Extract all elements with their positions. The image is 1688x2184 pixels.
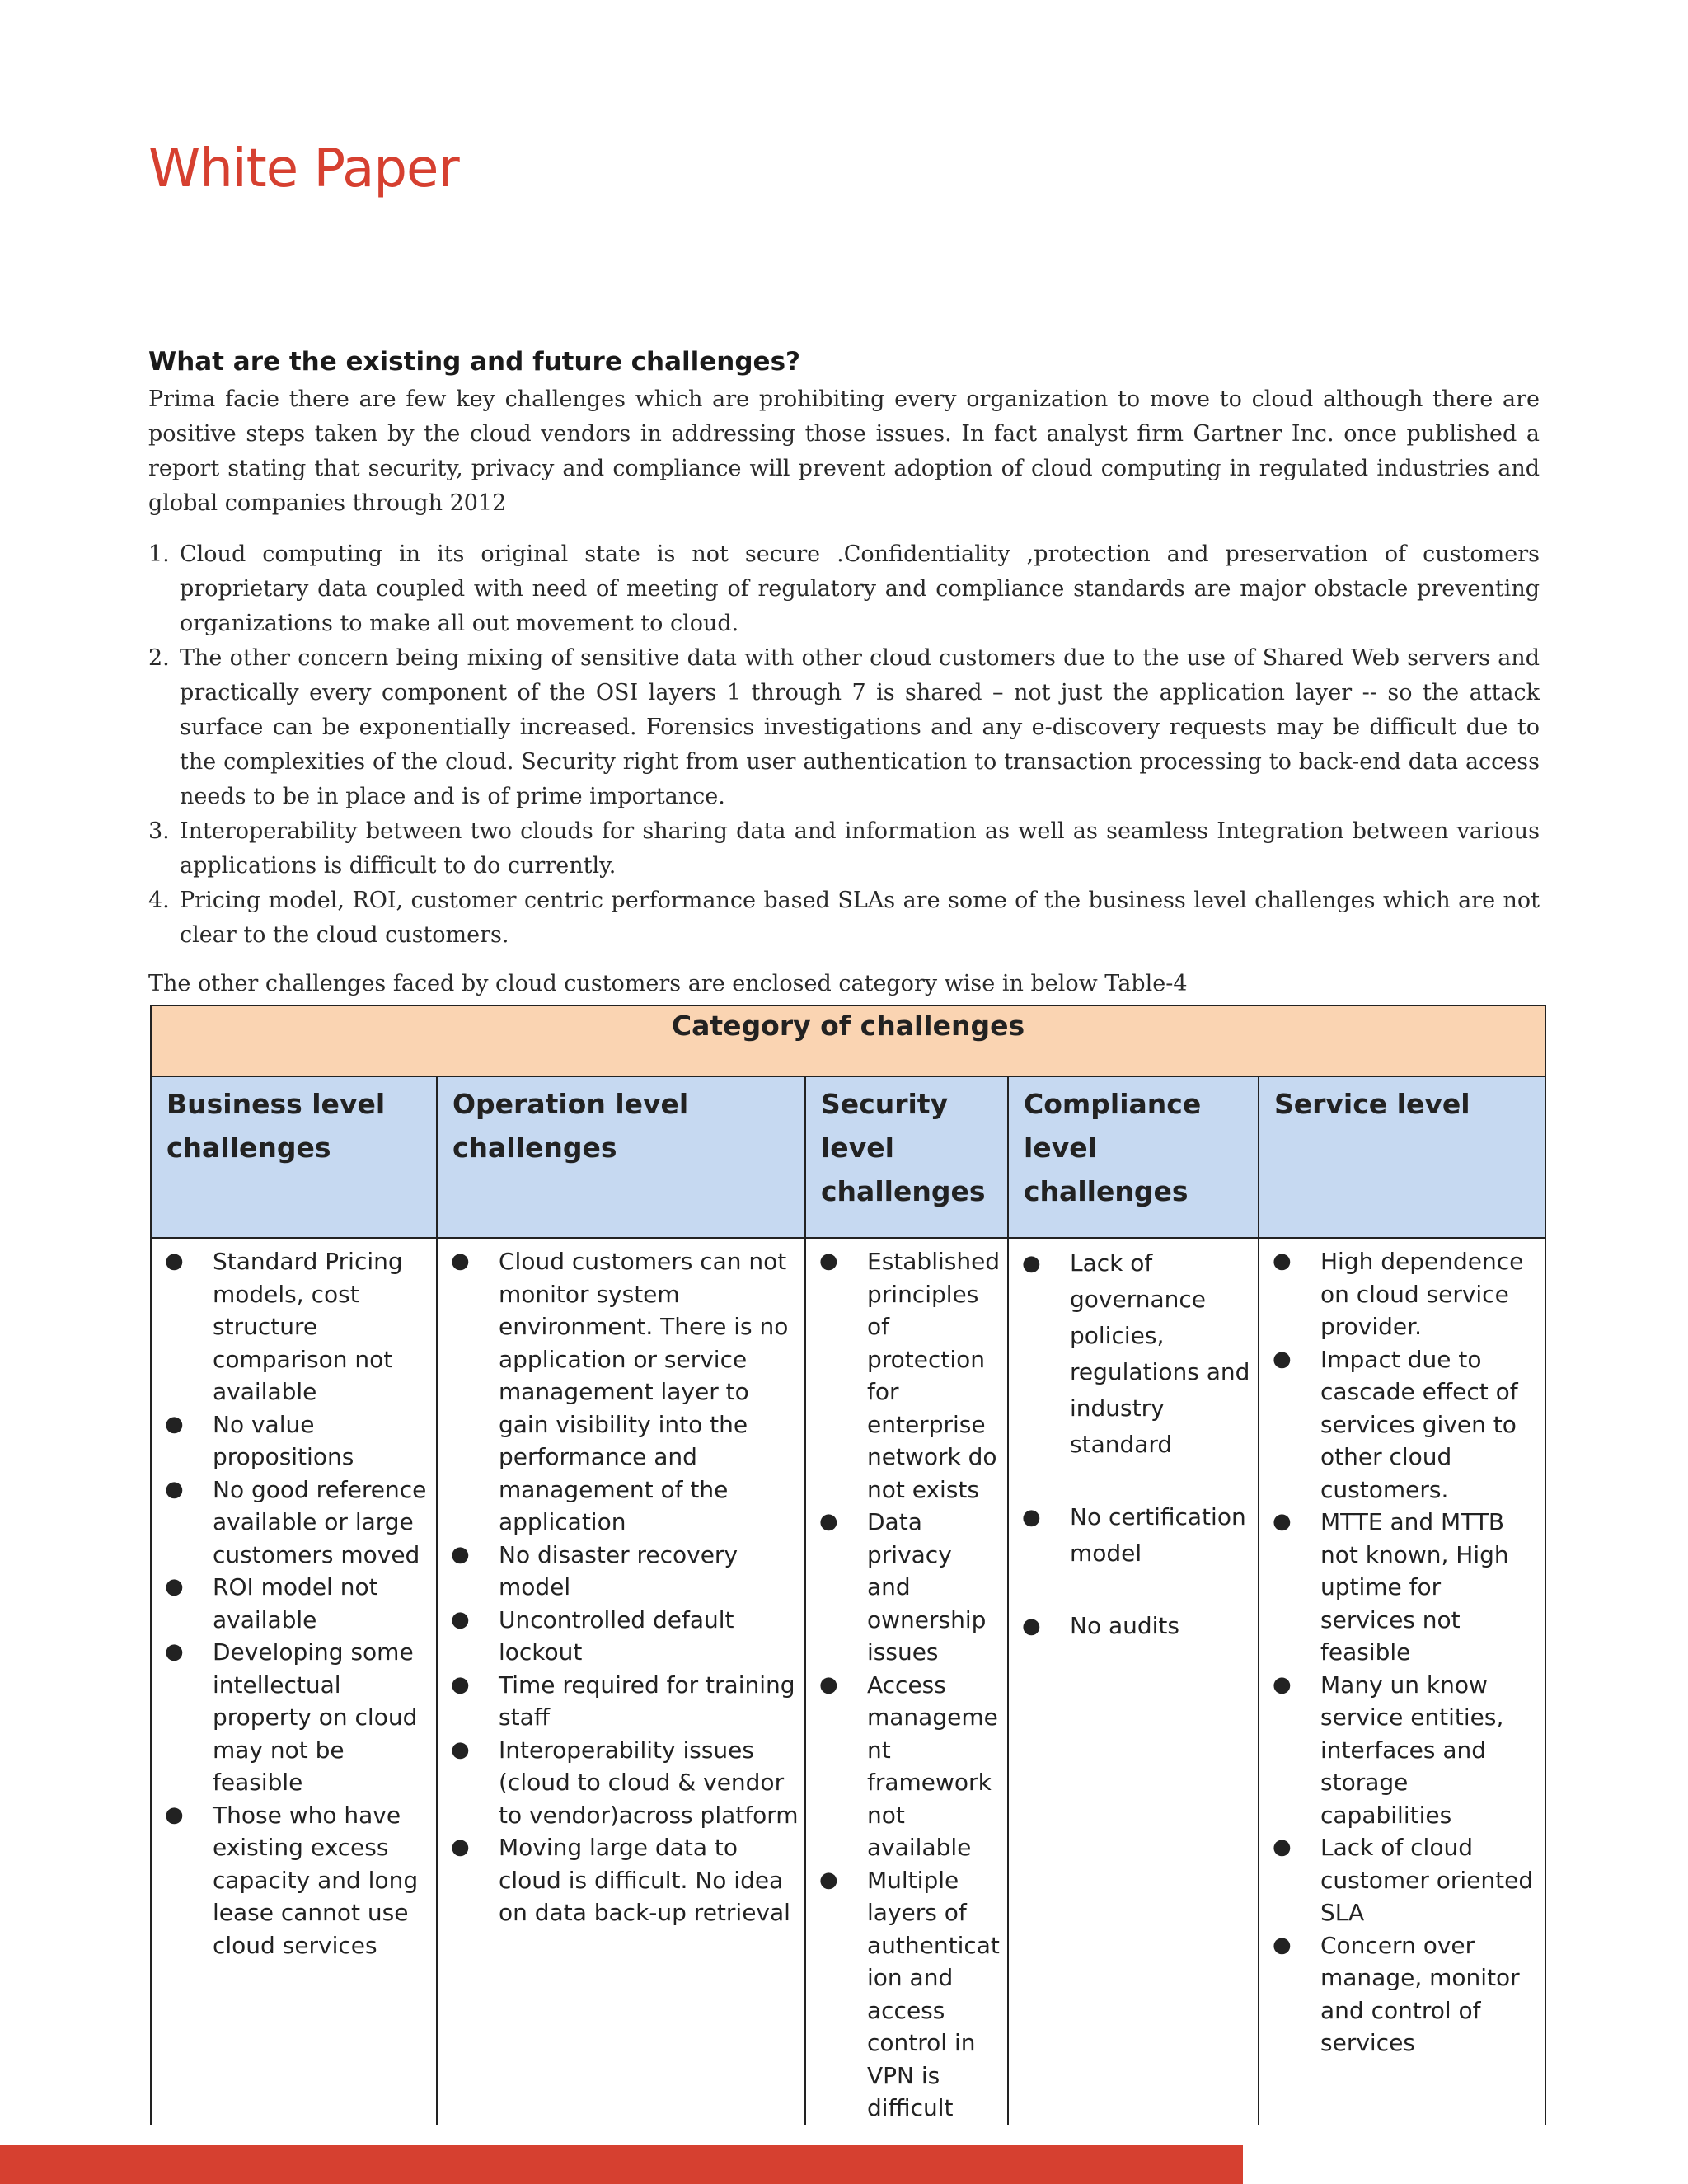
bullet-text: Many un know service entities, interfaces and storage capabilities bbox=[1320, 1671, 1504, 1829]
section-heading: What are the existing and future challenges? bbox=[148, 347, 800, 377]
challenges-table bbox=[150, 1005, 1546, 2125]
bullet-icon: ● bbox=[451, 1249, 470, 1273]
table-title: Category of challenges bbox=[151, 1005, 1545, 1076]
bullet-text: Uncontrolled default lockout bbox=[499, 1605, 734, 1666]
bullet-icon: ● bbox=[165, 1802, 184, 1827]
bullet-icon: ● bbox=[819, 1867, 838, 1892]
bullet-text: Impact due to cascade effect of services given to other cloud customers. bbox=[1320, 1345, 1518, 1503]
list-item bbox=[148, 537, 1540, 641]
bullet-item bbox=[1268, 1343, 1540, 1507]
challenge-list bbox=[148, 537, 1540, 953]
bullet-icon: ● bbox=[165, 1249, 184, 1273]
bullet-text: No good reference available or large customers moved bbox=[213, 1475, 427, 1568]
list-item-number: 1. bbox=[148, 541, 170, 567]
bullet-icon: ● bbox=[1022, 1614, 1041, 1638]
bullet-item bbox=[1017, 1499, 1253, 1572]
column-body-operation bbox=[437, 1238, 805, 2125]
bullet-text: ROI model not available bbox=[213, 1573, 378, 1633]
bullet-item bbox=[814, 1245, 1002, 1506]
bullet-item bbox=[814, 1864, 1002, 2125]
bullet-text: No value propositions bbox=[213, 1410, 354, 1470]
bullet-icon: ● bbox=[1273, 1346, 1292, 1371]
bullet-icon: ● bbox=[1273, 1835, 1292, 1859]
column-header-operation: Operation level challenges bbox=[437, 1076, 805, 1238]
bullet-icon: ● bbox=[165, 1639, 184, 1664]
bullet-icon: ● bbox=[165, 1411, 184, 1436]
bullet-item bbox=[160, 1571, 431, 1636]
column-header-business: Business level challenges bbox=[151, 1076, 437, 1238]
bullet-icon: ● bbox=[451, 1835, 470, 1859]
bullet-icon: ● bbox=[165, 1574, 184, 1599]
bullet-text: Multiple layers of authenticat ion and access control in VPN is difficult bbox=[867, 1866, 1000, 2121]
bullet-text: High dependence on cloud service provider. bbox=[1320, 1248, 1524, 1340]
list-item bbox=[148, 814, 1540, 883]
bullet-icon: ● bbox=[1273, 1671, 1292, 1697]
list-item-text: Interoperability between two clouds for sharing data and information as well as seamless Integration between various applications is difficult to do currently. bbox=[180, 818, 1540, 879]
footer-accent-bar bbox=[0, 2145, 1243, 2184]
list-item-number: 2. bbox=[148, 645, 170, 671]
bullet-icon: ● bbox=[1273, 1932, 1292, 1957]
list-item bbox=[148, 883, 1540, 953]
bullet-text: Established principles of protection for enterprise network do not exists bbox=[867, 1248, 1001, 1503]
bullet-item bbox=[446, 1539, 799, 1604]
list-item-number: 4. bbox=[148, 888, 170, 913]
bullet-text: Time required for training staff bbox=[499, 1671, 795, 1731]
bullet-icon: ● bbox=[1022, 1505, 1041, 1530]
bullet-item bbox=[1268, 1929, 1540, 2060]
bullet-item bbox=[446, 1669, 799, 1734]
bullet-item bbox=[446, 1245, 799, 1539]
bullet-item bbox=[1017, 1245, 1253, 1463]
bullet-item bbox=[446, 1831, 799, 1929]
bullet-text: Concern over manage, monitor and control of services bbox=[1320, 1931, 1520, 2056]
table-lead-in: The other challenges faced by cloud customers are enclosed category wise in below Table-4 bbox=[148, 971, 1188, 996]
bullet-text: Access manageme nt framework not available bbox=[867, 1671, 998, 1861]
bullet-icon: ● bbox=[1273, 1249, 1292, 1273]
bullet-item bbox=[160, 1799, 431, 1962]
list-item-number: 3. bbox=[148, 818, 170, 844]
bullet-item bbox=[160, 1474, 431, 1572]
bullet-text: Cloud customers can not monitor system environment. There is no application or service management layer to gain visibility into the performance and management of the application bbox=[499, 1248, 789, 1535]
bullet-text: No certification model bbox=[1070, 1503, 1246, 1567]
bullet-item bbox=[446, 1604, 799, 1669]
bullet-text: Standard Pricing models, cost structure comparison not available bbox=[213, 1248, 403, 1405]
bullet-icon: ● bbox=[451, 1541, 470, 1567]
bullet-item bbox=[814, 1506, 1002, 1669]
column-body-security bbox=[805, 1238, 1008, 2125]
bullet-item bbox=[1268, 1831, 1540, 1929]
bullet-text: Data privacy and ownership issues bbox=[867, 1508, 987, 1666]
bullet-text: No audits bbox=[1070, 1612, 1179, 1639]
bullet-text: Developing some intellectual property on cloud may not be feasible bbox=[213, 1638, 418, 1796]
bullet-icon: ● bbox=[819, 1671, 838, 1697]
bullet-item bbox=[1268, 1245, 1540, 1343]
bullet-item bbox=[1017, 1608, 1253, 1644]
column-header-security: Security level challenges bbox=[805, 1076, 1008, 1238]
bullet-icon: ● bbox=[1273, 1509, 1292, 1534]
bullet-text: Moving large data to cloud is difficult. No idea on data back-up retrieval bbox=[499, 1834, 790, 1926]
bullet-icon: ● bbox=[451, 1606, 470, 1632]
bullet-item bbox=[814, 1669, 1002, 1864]
bullet-icon: ● bbox=[1022, 1251, 1041, 1276]
column-body-compliance bbox=[1008, 1238, 1259, 2125]
bullet-item bbox=[160, 1408, 431, 1474]
bullet-text: Lack of cloud customer oriented SLA bbox=[1320, 1834, 1534, 1926]
bullet-text: No disaster recovery model bbox=[499, 1540, 738, 1601]
bullet-item bbox=[1268, 1506, 1540, 1669]
list-item-text: Cloud computing in its original state is not secure .Confidentiality ,protection and preservation of customers proprietary data coupled with need of meeting of regulatory and compliance standards are major obstacle preventing organizations to make all out movement to cloud. bbox=[180, 541, 1540, 636]
bullet-icon: ● bbox=[819, 1509, 838, 1534]
bullet-item bbox=[160, 1245, 431, 1408]
bullet-icon: ● bbox=[819, 1249, 838, 1273]
bullet-text: Lack of governance policies, regulations and industry standard bbox=[1070, 1249, 1250, 1458]
bullet-item bbox=[446, 1734, 799, 1832]
column-body-business bbox=[151, 1238, 437, 2125]
column-header-compliance: Compliance level challenges bbox=[1008, 1076, 1259, 1238]
bullet-text: Interoperability issues (cloud to cloud & vendor to vendor)across platform bbox=[499, 1736, 799, 1829]
bullet-item bbox=[160, 1636, 431, 1799]
bullet-text: MTTE and MTTB not known, High uptime for services not feasible bbox=[1320, 1508, 1509, 1666]
column-body-service bbox=[1259, 1238, 1545, 2125]
list-item-text: The other concern being mixing of sensitive data with other cloud customers due to the use of Shared Web servers and practically every component of the OSI layers 1 through 7 is shared – not just the application layer -- so the attack surface can be exponentially increased. Forensics investigations and any e-discovery requests may be difficult due to the complexities of the cloud. Security right from user authentication to transaction processing to back-end data access needs to be in place and is of prime importance. bbox=[180, 645, 1540, 809]
bullet-item bbox=[1268, 1669, 1540, 1832]
bullet-text: Those who have existing excess capacity and long lease cannot use cloud services bbox=[213, 1801, 419, 1959]
column-header-service: Service level bbox=[1259, 1076, 1545, 1238]
bullet-icon: ● bbox=[451, 1736, 470, 1762]
list-item bbox=[148, 641, 1540, 814]
intro-paragraph: Prima facie there are few key challenges which are prohibiting every organization to move to cloud although there are positive steps taken by the cloud vendors in addressing those issues. In fact analyst firm Gartner Inc. once published a report stating that security, privacy and compliance will prevent adoption of cloud computing in regulated industries and global companies through 2012 bbox=[148, 387, 1540, 516]
list-item-text: Pricing model, ROI, customer centric performance based SLAs are some of the business level challenges which are not clear to the cloud customers. bbox=[180, 888, 1540, 948]
bullet-icon: ● bbox=[165, 1476, 184, 1502]
document-title: White Paper bbox=[148, 138, 459, 199]
bullet-icon: ● bbox=[451, 1671, 470, 1697]
